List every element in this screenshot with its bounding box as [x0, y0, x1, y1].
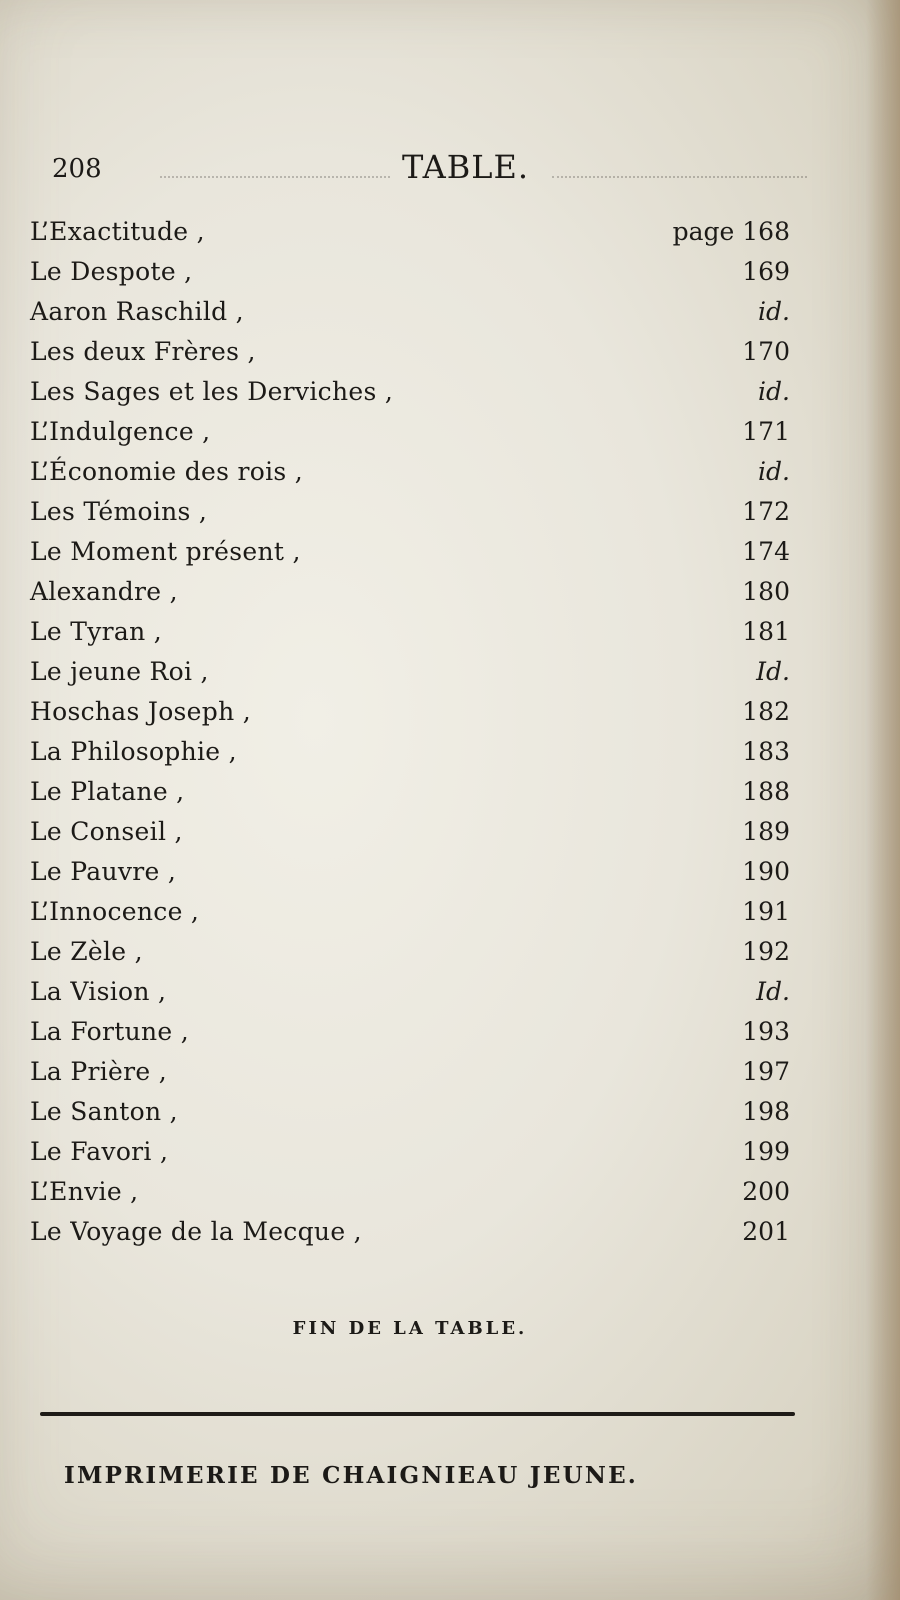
- toc-entry-title: Le Pauvre ,: [30, 857, 177, 886]
- toc-entry-page: Id.: [756, 977, 790, 1006]
- toc-entry-page: 171: [742, 417, 790, 446]
- toc-entry-title: Le Despote ,: [30, 257, 193, 286]
- toc-entry-title: Le Conseil ,: [30, 817, 183, 846]
- toc-entry-title: La Fortune ,: [30, 1017, 189, 1046]
- toc-entry: [30, 1132, 790, 1172]
- toc-entry-page: 172: [742, 497, 790, 526]
- toc-entry: [30, 492, 790, 532]
- end-note: FIN DE LA TABLE.: [292, 1318, 528, 1339]
- page-number: 208: [52, 154, 102, 184]
- toc-entry-page: 200: [742, 1177, 790, 1206]
- toc-entry-title: Le Favori ,: [30, 1137, 169, 1166]
- toc-entry-page: 192: [742, 937, 790, 966]
- toc-entry: [30, 452, 790, 492]
- toc-entry: [30, 572, 790, 612]
- toc-entry-title: L’Indulgence ,: [30, 417, 211, 446]
- toc-entry-title: Le Platane ,: [30, 777, 185, 806]
- toc-entry-title: Les deux Frères ,: [30, 337, 256, 366]
- toc-entry: [30, 652, 790, 692]
- toc-entry-title: La Philosophie ,: [30, 737, 237, 766]
- toc-entry: [30, 1092, 790, 1132]
- toc-entry-page: 182: [742, 697, 790, 726]
- toc-entry: [30, 212, 790, 252]
- toc-entry-page: 191: [742, 897, 790, 926]
- page-header: [52, 148, 792, 198]
- header-ornament-left: [160, 176, 390, 178]
- toc-entry-title: La Prière ,: [30, 1057, 167, 1086]
- toc-entry-page: 188: [742, 777, 790, 806]
- toc-entry-page: 183: [742, 737, 790, 766]
- table-of-contents: [30, 212, 790, 1252]
- toc-entry: [30, 892, 790, 932]
- toc-entry-title: Le Zèle ,: [30, 937, 143, 966]
- toc-entry-page: page 168: [672, 217, 790, 246]
- toc-entry-page: 169: [742, 257, 790, 286]
- toc-entry-page: 174: [742, 537, 790, 566]
- toc-entry: [30, 532, 790, 572]
- toc-entry-title: L’Économie des rois ,: [30, 457, 304, 486]
- toc-entry-page: id.: [758, 297, 790, 326]
- toc-entry-title: L’Innocence ,: [30, 897, 200, 926]
- toc-entry: [30, 812, 790, 852]
- toc-entry: [30, 1212, 790, 1252]
- toc-entry-page: 180: [742, 577, 790, 606]
- toc-entry-page: 197: [742, 1057, 790, 1086]
- toc-entry: [30, 772, 790, 812]
- toc-entry: [30, 612, 790, 652]
- toc-entry-title: Les Témoins ,: [30, 497, 208, 526]
- toc-entry-page: 189: [742, 817, 790, 846]
- toc-entry-page: 201: [742, 1217, 790, 1246]
- toc-entry: [30, 1172, 790, 1212]
- toc-entry-title: Le Moment présent ,: [30, 537, 301, 566]
- toc-entry-page: Id.: [756, 657, 790, 686]
- toc-entry-title: L’Envie ,: [30, 1177, 139, 1206]
- page-title: TABLE.: [402, 148, 529, 186]
- toc-entry: [30, 692, 790, 732]
- toc-entry-page: 193: [742, 1017, 790, 1046]
- toc-entry-title: Les Sages et les Derviches ,: [30, 377, 394, 406]
- toc-entry-page: 198: [742, 1097, 790, 1126]
- toc-entry-title: Le jeune Roi ,: [30, 657, 209, 686]
- toc-entry-title: Le Santon ,: [30, 1097, 178, 1126]
- toc-entry: [30, 252, 790, 292]
- toc-entry: [30, 852, 790, 892]
- toc-entry-page: 190: [742, 857, 790, 886]
- toc-entry-title: La Vision ,: [30, 977, 167, 1006]
- toc-entry: [30, 1012, 790, 1052]
- divider-rule: [40, 1412, 795, 1416]
- header-ornament-right: [552, 176, 807, 178]
- toc-entry: [30, 1052, 790, 1092]
- toc-entry-title: Aaron Raschild ,: [30, 297, 244, 326]
- printer-imprint: IMPRIMERIE DE CHAIGNIEAU JEUNE.: [64, 1462, 639, 1489]
- toc-entry: [30, 732, 790, 772]
- toc-entry-page: id.: [758, 457, 790, 486]
- toc-entry: [30, 372, 790, 412]
- toc-entry: [30, 332, 790, 372]
- toc-entry: [30, 932, 790, 972]
- toc-entry-page: 181: [742, 617, 790, 646]
- toc-entry-page: 170: [742, 337, 790, 366]
- page-edge-shadow: [866, 0, 900, 1600]
- toc-entry-title: Alexandre ,: [30, 577, 178, 606]
- toc-entry: [30, 972, 790, 1012]
- toc-entry-title: Le Voyage de la Mecque ,: [30, 1217, 362, 1246]
- toc-entry: [30, 292, 790, 332]
- toc-entry-page: 199: [742, 1137, 790, 1166]
- toc-entry-title: Le Tyran ,: [30, 617, 162, 646]
- toc-entry: [30, 412, 790, 452]
- toc-entry-title: L’Exactitude ,: [30, 217, 205, 246]
- toc-entry-title: Hoschas Joseph ,: [30, 697, 251, 726]
- toc-entry-page: id.: [758, 377, 790, 406]
